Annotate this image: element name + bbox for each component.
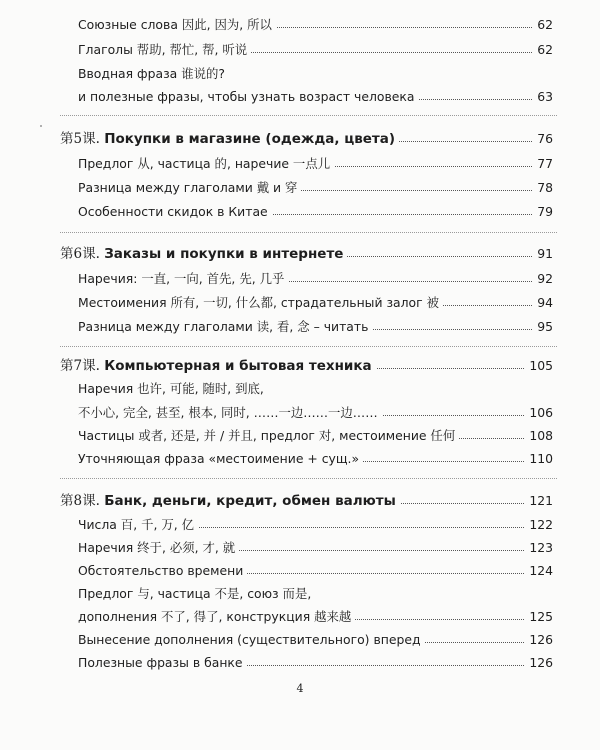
toc-entry-page: 94 <box>533 295 553 311</box>
lesson-number: 第5课. <box>60 131 100 147</box>
scan-speck <box>40 125 42 127</box>
toc-entry-page: 108 <box>525 428 553 444</box>
toc-entry-page: 78 <box>533 180 553 196</box>
toc-entry-text: Разница между глаголами 戴 и 穿 <box>78 180 301 196</box>
toc-entry-text: Обстоятельство времени <box>78 563 247 579</box>
toc-entry-page: 95 <box>533 319 553 335</box>
toc-entry-text: Полезные фразы в банке <box>78 655 247 671</box>
toc-entry-page: 121 <box>525 493 553 509</box>
toc-entry-text: Числа 百, 千, 万, 亿 <box>78 517 198 533</box>
toc-entry-page: 110 <box>525 451 553 467</box>
section-divider <box>60 346 557 347</box>
toc-entry-page: 105 <box>525 358 553 374</box>
toc-entry-text: Наречия 终于, 必须, 才, 就 <box>78 540 239 556</box>
toc-entry-text: и полезные фразы, чтобы узнать возраст человека <box>78 89 418 105</box>
toc-entry-text: Глаголы 帮助, 帮忙, 帮, 听说 <box>78 42 251 58</box>
toc-entry-page: 125 <box>525 609 553 625</box>
page-number: 4 <box>296 682 304 695</box>
toc-entry-text: Особенности скидок в Китае <box>78 204 272 220</box>
lesson-title: Заказы и покупки в интернете <box>104 246 344 262</box>
toc-entry-page: 92 <box>533 271 553 287</box>
section-divider <box>60 115 557 116</box>
toc-entry-page: 76 <box>533 131 553 147</box>
toc-entry-page: 124 <box>525 563 553 579</box>
toc-entry-text: 不小心, 完全, 甚至, 根本, 同时, ……一边……一边…… <box>78 405 382 421</box>
toc-entry-text: Наречия 也许, 可能, 随时, 到底, <box>78 381 268 397</box>
toc-entry-text: Вводная фраза 谁说的? <box>78 66 229 82</box>
toc-entry-text: Уточняющая фраза «местоимение + сущ.» <box>78 451 363 467</box>
toc-entry-page: 126 <box>525 655 553 671</box>
toc-entry-page: 106 <box>525 405 553 421</box>
toc-entry-text: Наречия: 一直, 一向, 首先, 先, 几乎 <box>78 271 288 287</box>
lesson-number: 第8课. <box>60 493 100 509</box>
lesson-title: Банк, деньги, кредит, обмен валюты <box>104 493 396 509</box>
toc-entry-page: 123 <box>525 540 553 556</box>
toc-entry-page: 79 <box>533 204 553 220</box>
toc-entry-page: 91 <box>533 246 553 262</box>
lesson-title: Покупки в магазине (одежда, цвета) <box>104 131 395 147</box>
toc-entry-text: Разница между глаголами 读, 看, 念 – читать <box>78 319 372 335</box>
toc-entry-text: Местоимения 所有, 一切, 什么都, страдательный залог 被 <box>78 295 443 311</box>
toc-entry-text: Частицы 或者, 还是, 并 / 并且, предлог 对, местоимение 任何 <box>78 428 459 444</box>
toc-entry-text: Вынесение дополнения (существительного) вперед <box>78 632 425 648</box>
toc-entry-page: 62 <box>533 17 553 33</box>
toc-entry-page: 62 <box>533 42 553 58</box>
toc-entry-text: Союзные слова 因此, 因为, 所以 <box>78 17 276 33</box>
toc-entry-page: 77 <box>533 156 553 172</box>
toc-entry-text: Предлог 与, частица 不是, союз 而是, <box>78 586 315 602</box>
toc-entry-page: 126 <box>525 632 553 648</box>
lesson-number: 第7课. <box>60 358 100 374</box>
toc-entry-text: Предлог 从, частица 的, наречие 一点儿 <box>78 156 334 172</box>
toc-entry-page: 63 <box>533 89 553 105</box>
lesson-number: 第6课. <box>60 246 100 262</box>
lesson-title: Компьютерная и бытовая техника <box>104 358 372 374</box>
section-divider <box>60 478 557 479</box>
section-divider <box>60 232 557 233</box>
toc-entry-page: 122 <box>525 517 553 533</box>
toc-entry-text: дополнения 不了, 得了, конструкция 越来越 <box>78 609 355 625</box>
